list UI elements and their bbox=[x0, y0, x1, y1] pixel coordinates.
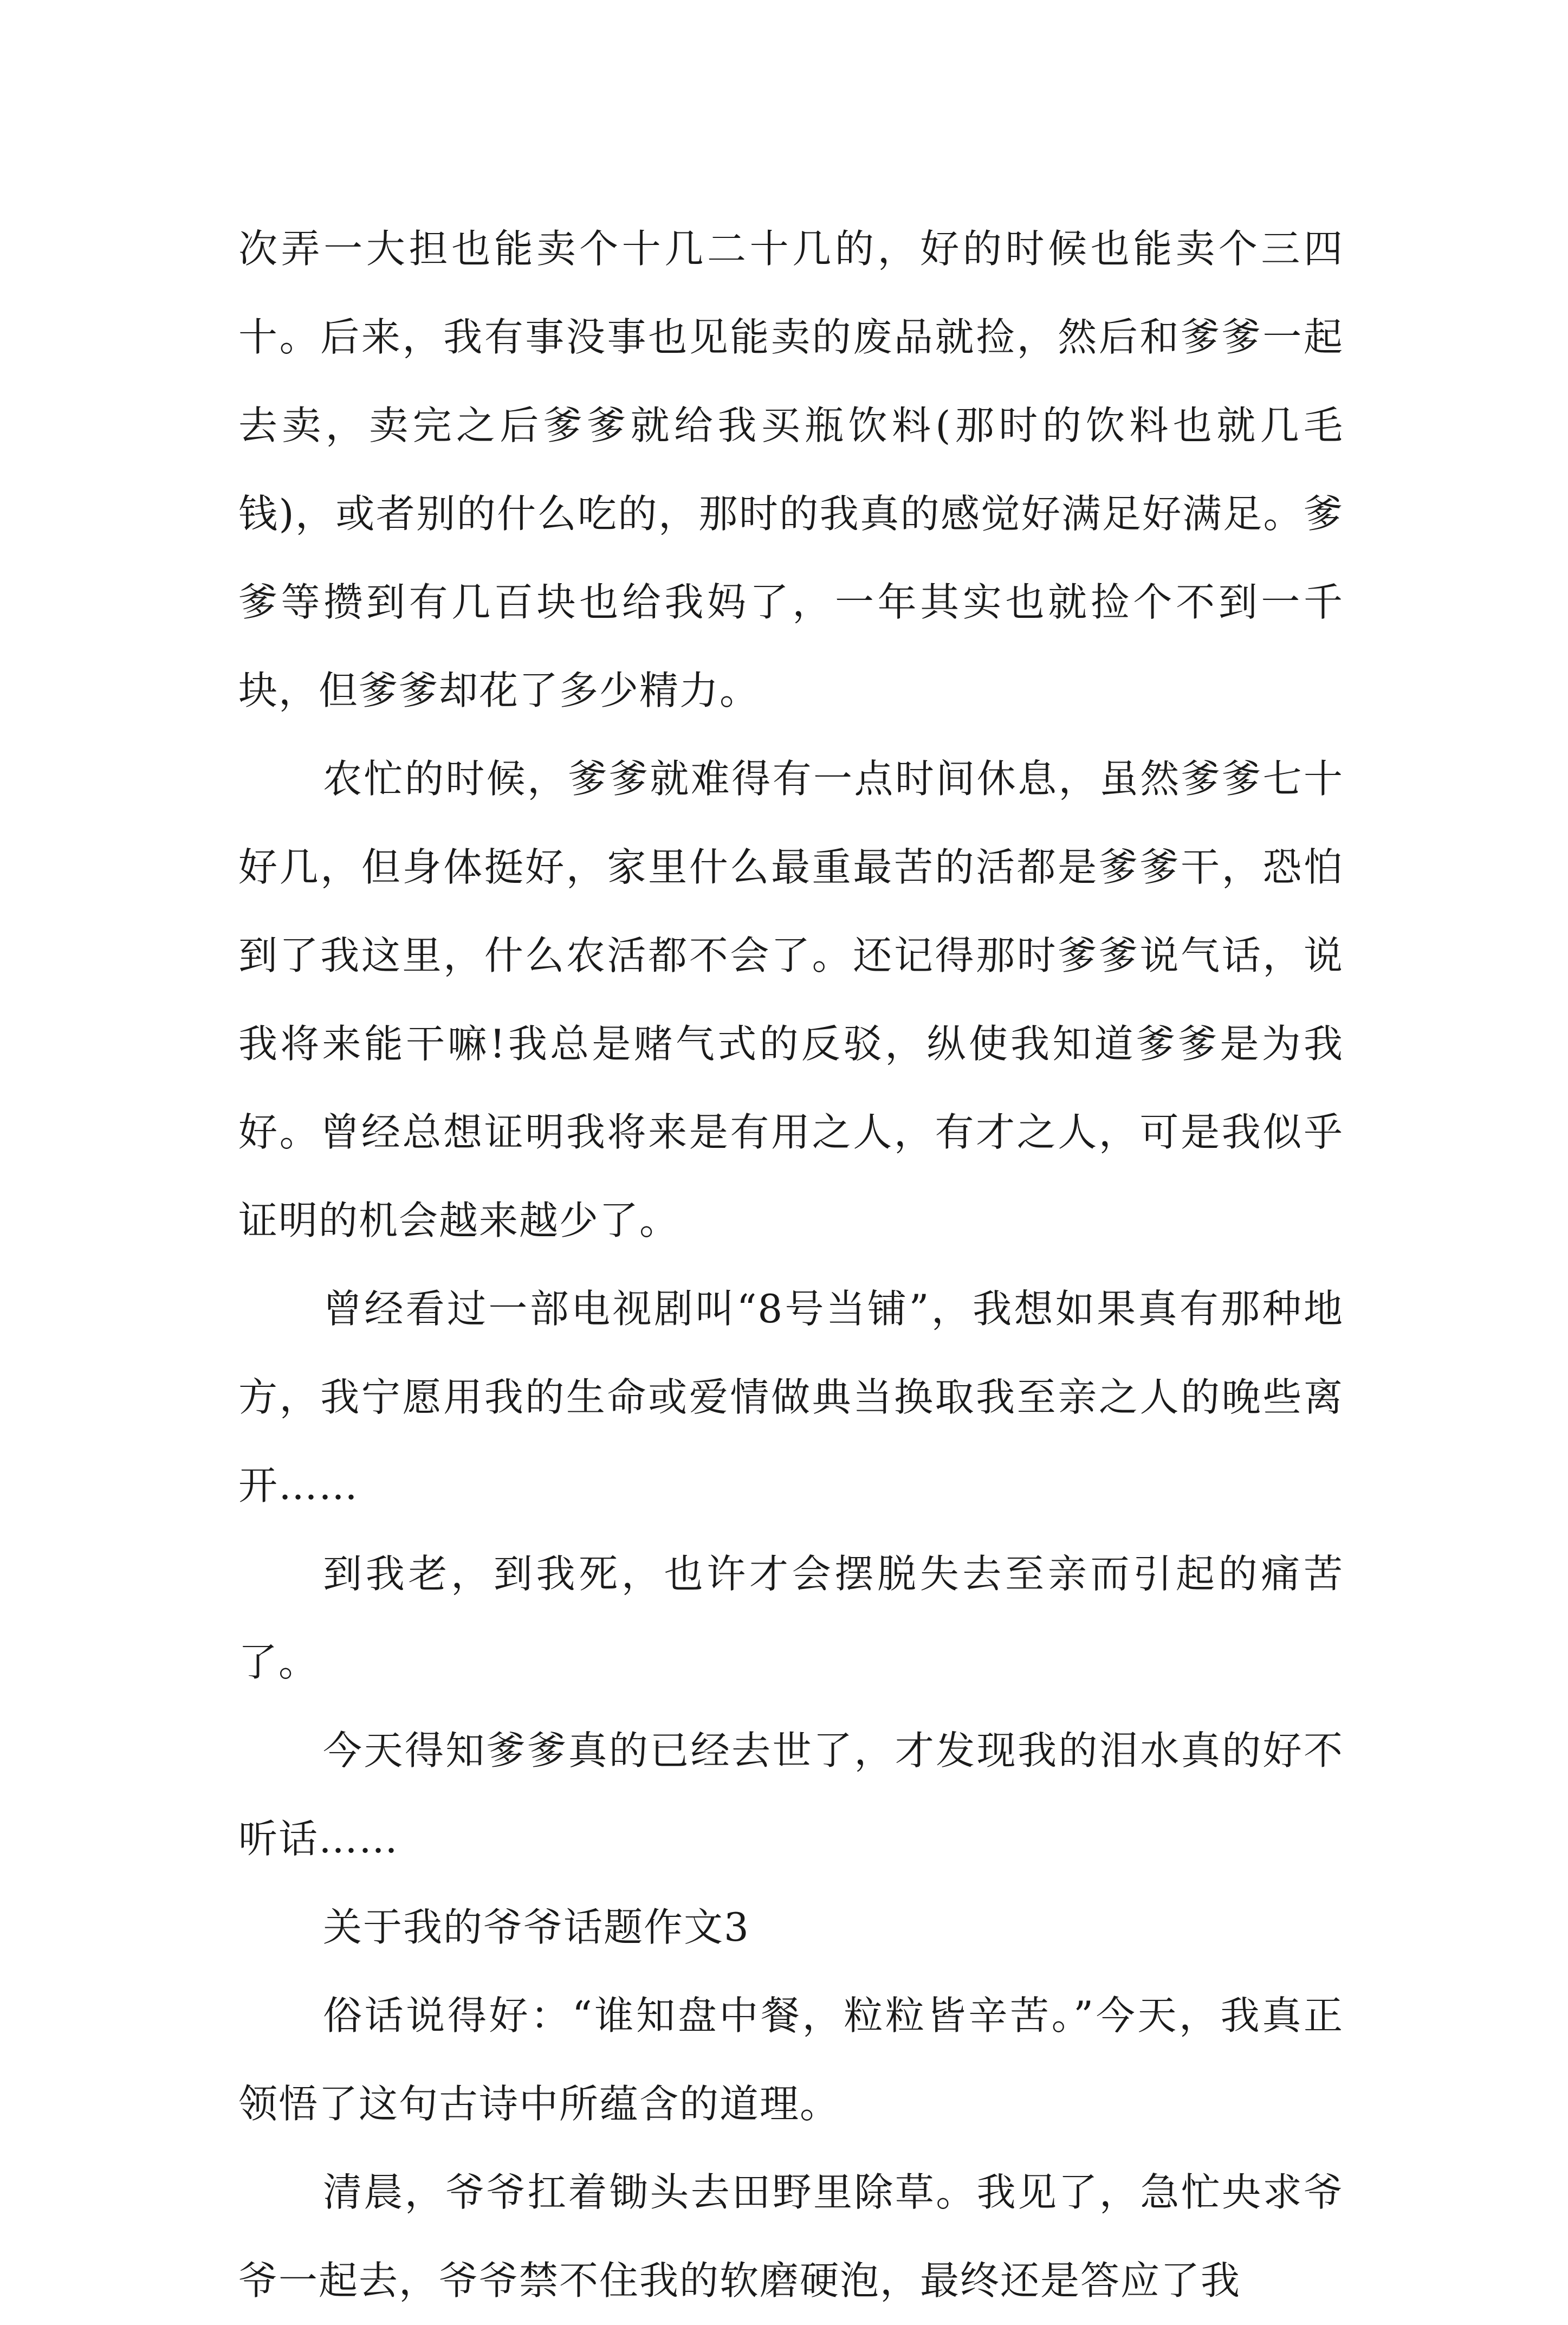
paragraph-1: 次弄一大担也能卖个十几二十几的，好的时候也能卖个三四十。后来，我有事没事也见能卖的废品就捡，然后和爹爹一起去卖，卖完之后爹爹就给我买瓶饮料(那时的饮料也就几毛钱)，或者别的什么吃的，那时的我真的感觉好满足好满足。爹爹等攒到有几百块也给我妈了，一年其实也就捡个不到一千块，但爹爹却花了多少精力。 bbox=[238, 226, 1344, 713]
section-heading: 关于我的爷爷话题作文3 bbox=[323, 1904, 750, 1950]
paragraph-4: 到我老，到我死，也许才会摆脱失去至亲而引起的痛苦了。 bbox=[238, 1551, 1344, 1685]
paragraph-2: 农忙的时候，爹爹就难得有一点时间休息，虽然爹爹七十好几，但身体挺好，家里什么最重最苦的活都是爹爹干，恐怕到了我这里，什么农活都不会了。还记得那时爹爹说气话，说我将来能干嘛!我总是赌气式的反驳，纵使我知道爹爹是为我好。曾经总想证明我将来是有用之人，有才之人，可是我似乎证明的机会越来越少了。 bbox=[238, 756, 1344, 1243]
paragraph-6: 俗话说得好：“谁知盘中餐，粒粒皆辛苦。”今天，我真正领悟了这句古诗中所蕴含的道理。 bbox=[238, 1993, 1344, 2127]
paragraph-5: 今天得知爹爹真的已经去世了，才发现我的泪水真的好不听话…… bbox=[238, 1728, 1344, 1862]
document-body bbox=[238, 205, 1344, 2325]
paragraph-7: 清晨，爷爷扛着锄头去田野里除草。我见了，急忙央求爷爷一起去，爷爷禁不住我的软磨硬泡，最终还是答应了我 bbox=[238, 2169, 1344, 2303]
paragraph-3: 曾经看过一部电视剧叫“8号当铺”，我想如果真有那种地方，我宁愿用我的生命或爱情做典当换取我至亲之人的晚些离开…… bbox=[238, 1286, 1344, 1508]
